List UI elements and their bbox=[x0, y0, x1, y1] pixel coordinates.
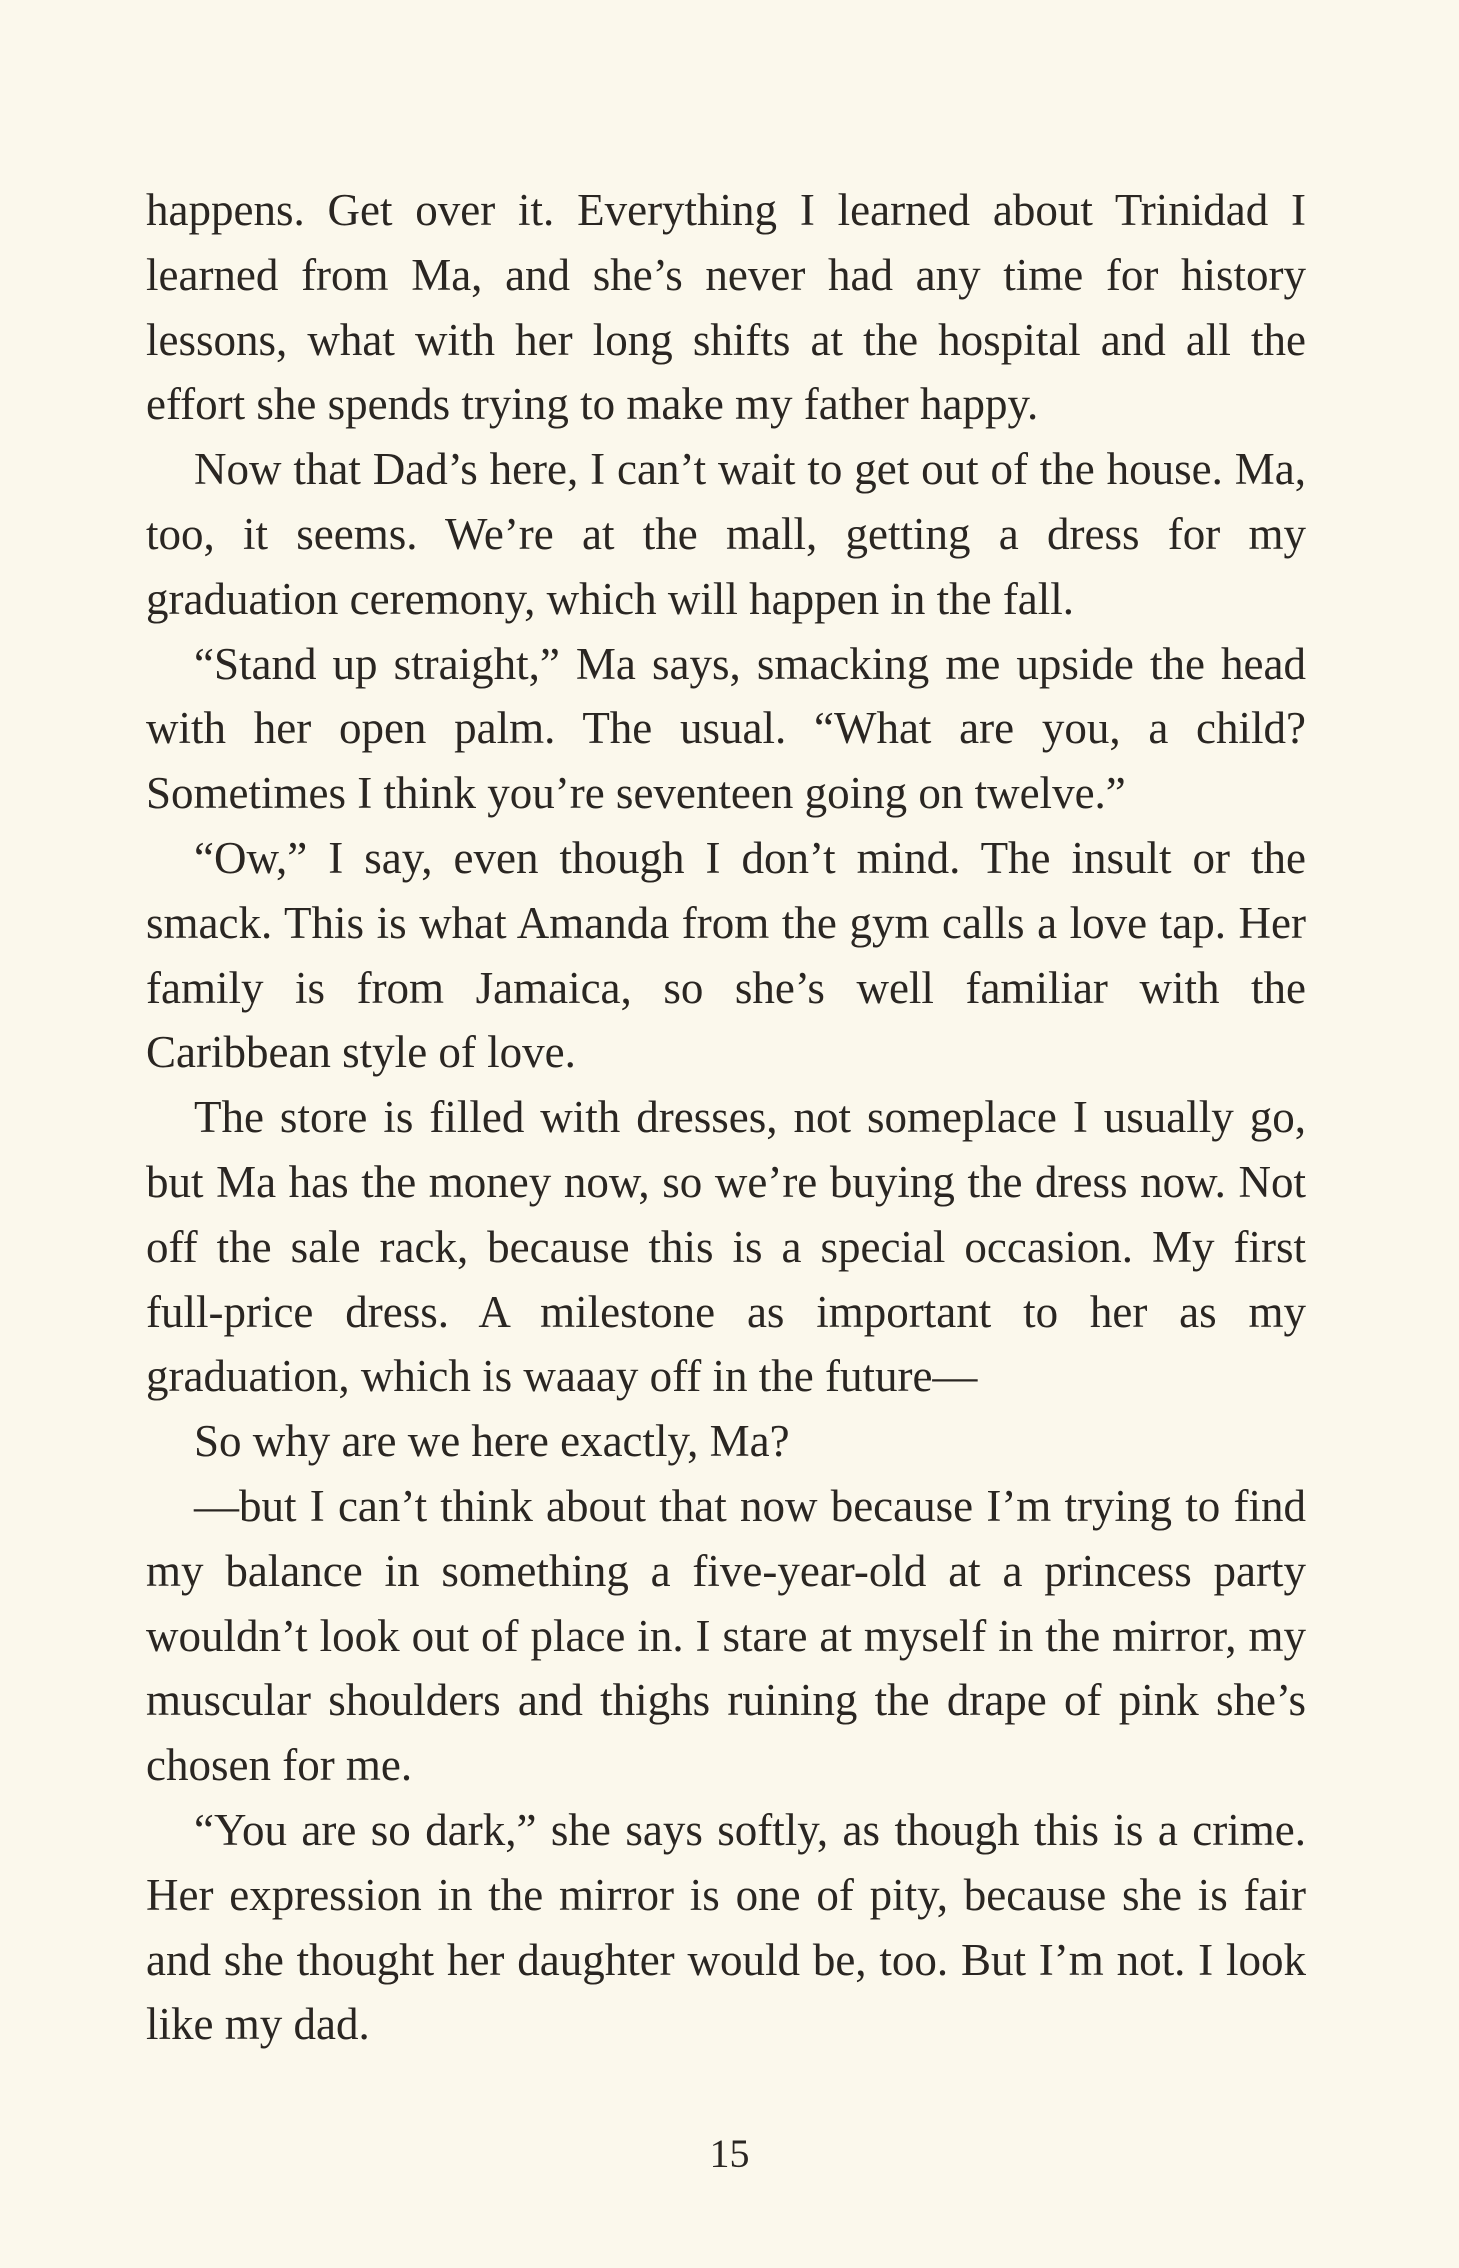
paragraph-7: —but I can’t think about that now because I’m trying to find my balance in something a five-year-old at a princess party wouldn’t look out of place in. I stare at myself in the mirror, my muscular shoulders and thighs ruining the drape of pink she’s chosen for me. bbox=[146, 1480, 1306, 1791]
paragraph-6: So why are we here exactly, Ma? bbox=[194, 1416, 790, 1467]
paragraph-2: Now that Dad’s here, I can’t wait to get out of the house. Ma, too, it seems. We’re at the mall, getting a dress for my graduation ceremony, which will happen in the fall. bbox=[146, 444, 1306, 624]
paragraph-8: “You are so dark,” she says softly, as though this is a crime. Her expression in the mirror is one of pity, because she is fair and she thought her daughter would be, too. But I’m not. I look like my dad. bbox=[146, 1804, 1306, 2050]
paragraph-4: “Ow,” I say, even though I don’t mind. The insult or the smack. This is what Amanda from the gym calls a love tap. Her family is from Jamaica, so she’s well familiar with the Caribbean style of love. bbox=[146, 832, 1306, 1078]
paragraph-1: happens. Get over it. Everything I learned about Trinidad I learned from Ma, and she’s never had any time for history lessons, what with her long shifts at the hospital and all the effort she spends trying to make my father happy. bbox=[146, 185, 1306, 430]
body-text bbox=[146, 178, 1306, 2057]
page-number: 15 bbox=[709, 2131, 750, 2176]
paragraph-5: The store is filled with dresses, not someplace I usually go, but Ma has the money now, so we’re buying the dress now. Not off the sale rack, because this is a special occasion. My first full-price dress. A milestone as important to her as my graduation, which is waaay off in the future— bbox=[146, 1092, 1306, 1402]
paragraph-3: “Stand up straight,” Ma says, smacking me upside the head with her open palm. The usual. “What are you, a child? Sometimes I think you’re seventeen going on twelve.” bbox=[146, 638, 1306, 819]
